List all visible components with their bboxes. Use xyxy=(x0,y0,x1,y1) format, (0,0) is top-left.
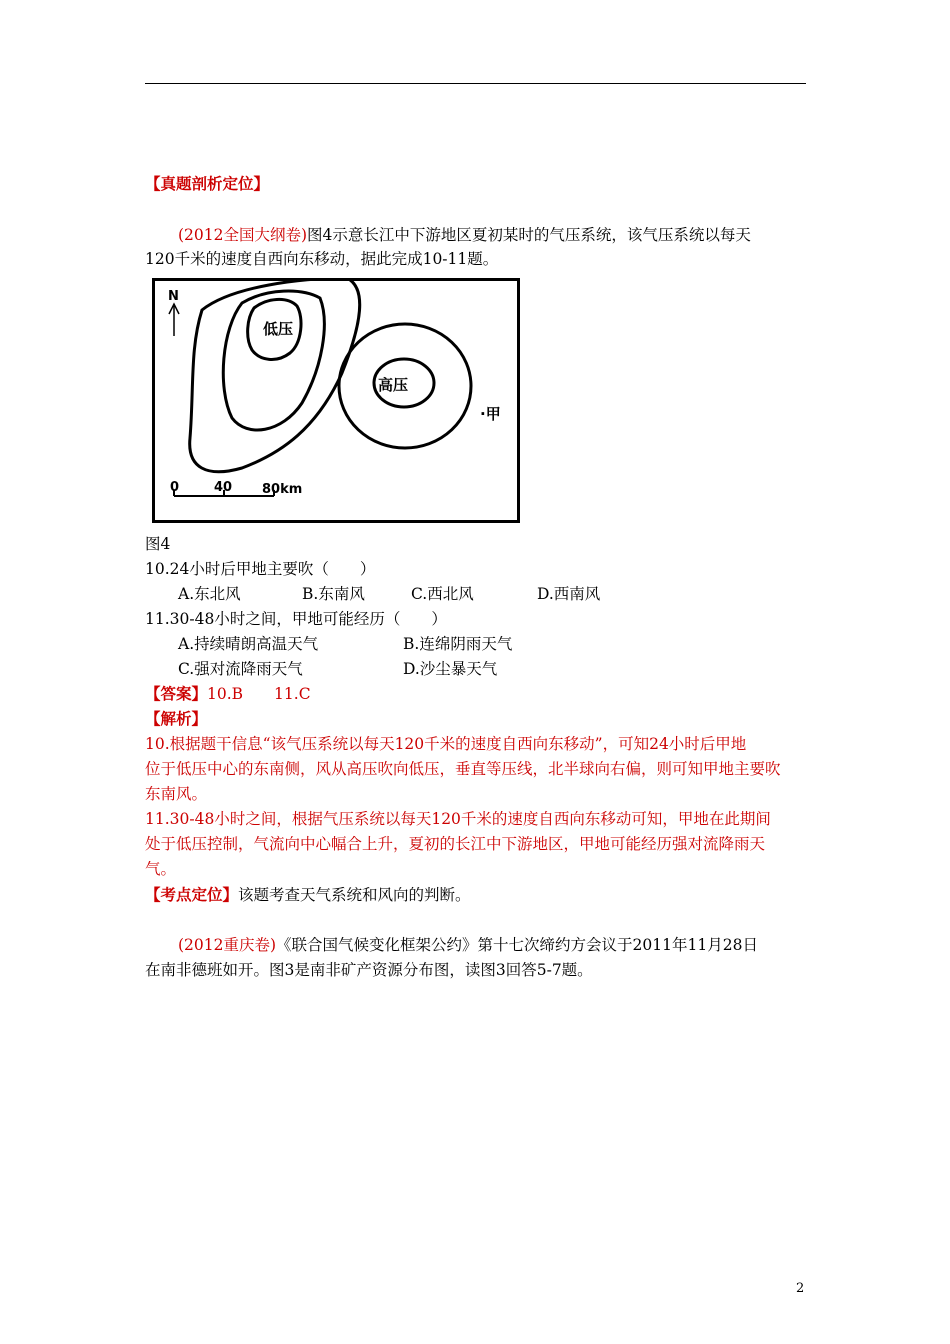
q1-source: (2012全国大纲卷) xyxy=(178,226,308,244)
analysis-line-1: 10.根据题干信息“该气压系统以每天120千米的速度自西向东移动”，可知24小时后甲地 xyxy=(145,735,747,753)
answer-text: 10.B 11.C xyxy=(207,685,311,703)
q2-intro-line1 xyxy=(178,934,758,956)
analysis-line-5: 处于低压控制，气流向中心幅合上升，夏初的长江中下游地区，甲地可能经历强对流降雨天 xyxy=(145,835,766,853)
figure-caption: 图4 xyxy=(145,535,171,553)
q1-intro-text1: 图4示意长江中下游地区夏初某时的气压系统，该气压系统以每天 xyxy=(307,226,751,244)
q10-option-d: D.西南风 xyxy=(537,585,601,603)
question11-options-row2 xyxy=(178,658,497,680)
kaodian-text: 该题考查天气系统和风向的判断。 xyxy=(238,886,471,904)
q11-option-d: D.沙尘暴天气 xyxy=(403,660,498,678)
q2-intro-line2: 在南非德班如开。图3是南非矿产资源分布图，读图3回答5-7题。 xyxy=(145,961,593,979)
question10-stem: 10.24小时后甲地主要吹（ ） xyxy=(145,560,376,578)
section-title: 【真题剖析定位】 xyxy=(145,174,270,193)
analysis-line-3: 东南风。 xyxy=(145,785,208,803)
scale-label-80: 80km xyxy=(262,482,303,497)
q11-option-a: A.持续晴朗高温天气 xyxy=(178,635,319,653)
high-label: 高压 xyxy=(378,376,409,394)
q10-option-a: A.东北风 xyxy=(178,585,241,603)
scale-label-0: 0 xyxy=(170,480,180,495)
scale-label-40: 40 xyxy=(214,480,233,495)
analysis-line-6: 气。 xyxy=(145,860,177,878)
analysis-line-4: 11.30-48小时之间，根据气压系统以每天120千米的速度自西向东移动可知，甲地在此期间 xyxy=(145,810,771,828)
kaodian-line xyxy=(145,884,471,906)
map-frame xyxy=(154,280,519,522)
kaodian-label: 【考点定位】 xyxy=(145,885,239,904)
answer-line xyxy=(145,683,311,705)
analysis-line-2: 位于低压中心的东南侧，风从高压吹向低压，垂直等压线，北半球向右偏，则可知甲地主要吹 xyxy=(145,760,781,778)
question10-options xyxy=(178,583,600,605)
q1-intro-line2: 120千米的速度自西向东移动，据此完成10-11题。 xyxy=(145,250,499,268)
q2-intro-text1: 《联合国气候变化框架公约》第十七次缔约方会议于2011年11月28日 xyxy=(276,936,758,954)
header-rule xyxy=(145,83,806,84)
point-jia-label: ·甲 xyxy=(480,405,501,423)
q1-intro-line1 xyxy=(178,224,751,246)
north-label: N xyxy=(168,289,179,304)
page-number: 2 xyxy=(796,1281,805,1296)
q2-source: (2012重庆卷) xyxy=(178,936,277,954)
pressure-system-map xyxy=(152,278,520,523)
low-label: 低压 xyxy=(263,320,294,338)
question11-options-row1 xyxy=(178,633,512,655)
answer-label: 【答案】 xyxy=(145,684,208,703)
question11-stem: 11.30-48小时之间，甲地可能经历（ ） xyxy=(145,610,447,628)
q11-option-b: B.连绵阴雨天气 xyxy=(403,635,513,653)
q10-option-b: B.东南风 xyxy=(302,585,365,603)
q11-option-c: C.强对流降雨天气 xyxy=(178,660,303,678)
q10-option-c: C.西北风 xyxy=(411,585,474,603)
analysis-label: 【解析】 xyxy=(145,709,208,728)
